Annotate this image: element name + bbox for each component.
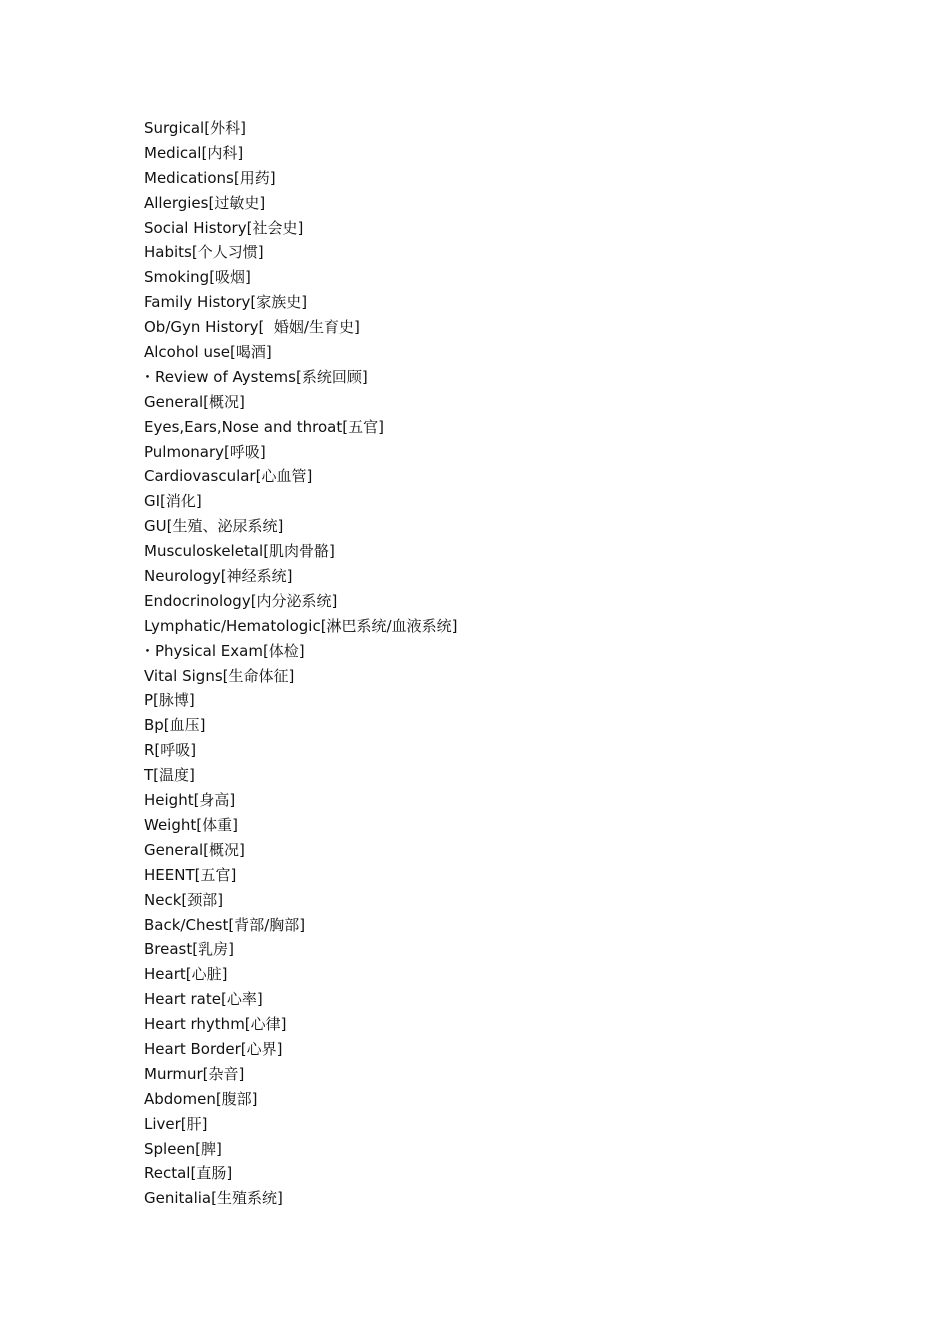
term-line: Ob/Gyn History[ 婚姻/生育史] [144, 318, 360, 337]
term-line: GI[消化] [144, 492, 202, 511]
term-line: Weight[体重] [144, 815, 238, 834]
term-line: Heart rate[心率] [144, 990, 263, 1009]
term-line: Allergies[过敏史] [144, 193, 266, 212]
term-list [140, 116, 844, 1211]
term-line: Alcohol use[喝酒] [144, 343, 272, 362]
term-line: Musculoskeletal[肌肉骨骼] [144, 542, 335, 561]
term-line: Eyes,Ears,Nose and throat[五官] [144, 417, 384, 436]
term-line: Family History[家族史] [144, 293, 308, 312]
term-line: Height[身高] [144, 791, 236, 810]
term-line: Heart Border[心界] [144, 1039, 283, 1058]
term-line: Smoking[吸烟] [144, 268, 251, 287]
term-line: Pulmonary[呼吸] [144, 442, 266, 461]
term-line: Heart rhythm[心律] [144, 1015, 287, 1034]
term-line: T[温度] [144, 766, 195, 785]
term-line: Endocrinology[内分泌系统] [144, 591, 338, 610]
term-line: HEENT[五官] [144, 865, 237, 884]
term-line: Murmur[杂音] [144, 1064, 245, 1083]
term-line: Bp[血压] [144, 716, 206, 735]
term-line: GU[生殖、泌尿系统] [144, 517, 284, 536]
term-line: General[概况] [144, 392, 245, 411]
term-line: Rectal[直肠] [144, 1164, 233, 1183]
term-line: Lymphatic/Hematologic[淋巴系统/血液系统] [144, 616, 458, 635]
section-heading-physical-exam: ・Physical Exam[体检] [140, 641, 305, 660]
term-line: Neck[颈部] [144, 890, 224, 909]
term-line: R[呼吸] [144, 741, 197, 760]
term-line: Neurology[神经系统] [144, 567, 293, 586]
term-line: Social History[社会史] [144, 218, 304, 237]
term-line: Spleen[脾] [144, 1139, 222, 1158]
term-line: Abdomen[腹部] [144, 1089, 258, 1108]
term-line: Vital Signs[生命体征] [144, 666, 295, 685]
term-line: P[脉博] [144, 691, 195, 710]
term-line: General[概况] [144, 840, 245, 859]
term-line: Habits[个人习惯] [144, 243, 264, 262]
term-line: Back/Chest[背部/胸部] [144, 915, 306, 934]
term-line: Medications[用药] [144, 168, 276, 187]
term-line: Heart[心脏] [144, 965, 228, 984]
term-line: Breast[乳房] [144, 940, 234, 959]
section-heading-review-of-systems: ・Review of Aystems[系统回顾] [140, 367, 368, 386]
term-line: Surgical[外科] [144, 119, 246, 137]
term-line: Genitalia[生殖系统] [144, 1189, 283, 1208]
term-line: Cardiovascular[心血管] [144, 467, 313, 486]
term-line: Liver[肝] [144, 1114, 208, 1133]
term-line: Medical[内科] [144, 143, 244, 162]
